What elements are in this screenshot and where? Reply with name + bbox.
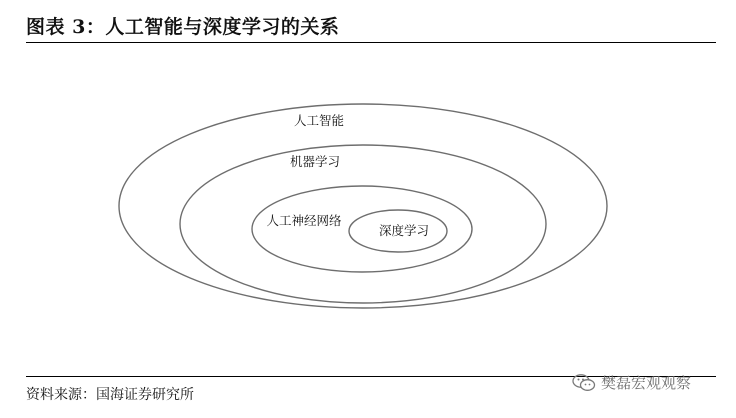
watermark: [572, 372, 691, 393]
label-machine-learning: 机器学习: [289, 154, 341, 169]
wechat-icon: [572, 374, 596, 392]
label-neural-network: 人工神经网络: [266, 213, 342, 228]
source-note: 资料来源：国海证券研究所: [26, 387, 194, 403]
ellipse-ai: [119, 104, 607, 308]
watermark-text: 樊磊宏观观察: [601, 374, 692, 392]
ellipse-neural-network: [252, 186, 472, 272]
label-deep-learning: 深度学习: [378, 223, 430, 238]
figure-title: 图表 3：人工智能与深度学习的关系: [26, 16, 340, 38]
label-ai: 人工智能: [293, 113, 345, 128]
ellipse-machine-learning: [180, 145, 546, 303]
